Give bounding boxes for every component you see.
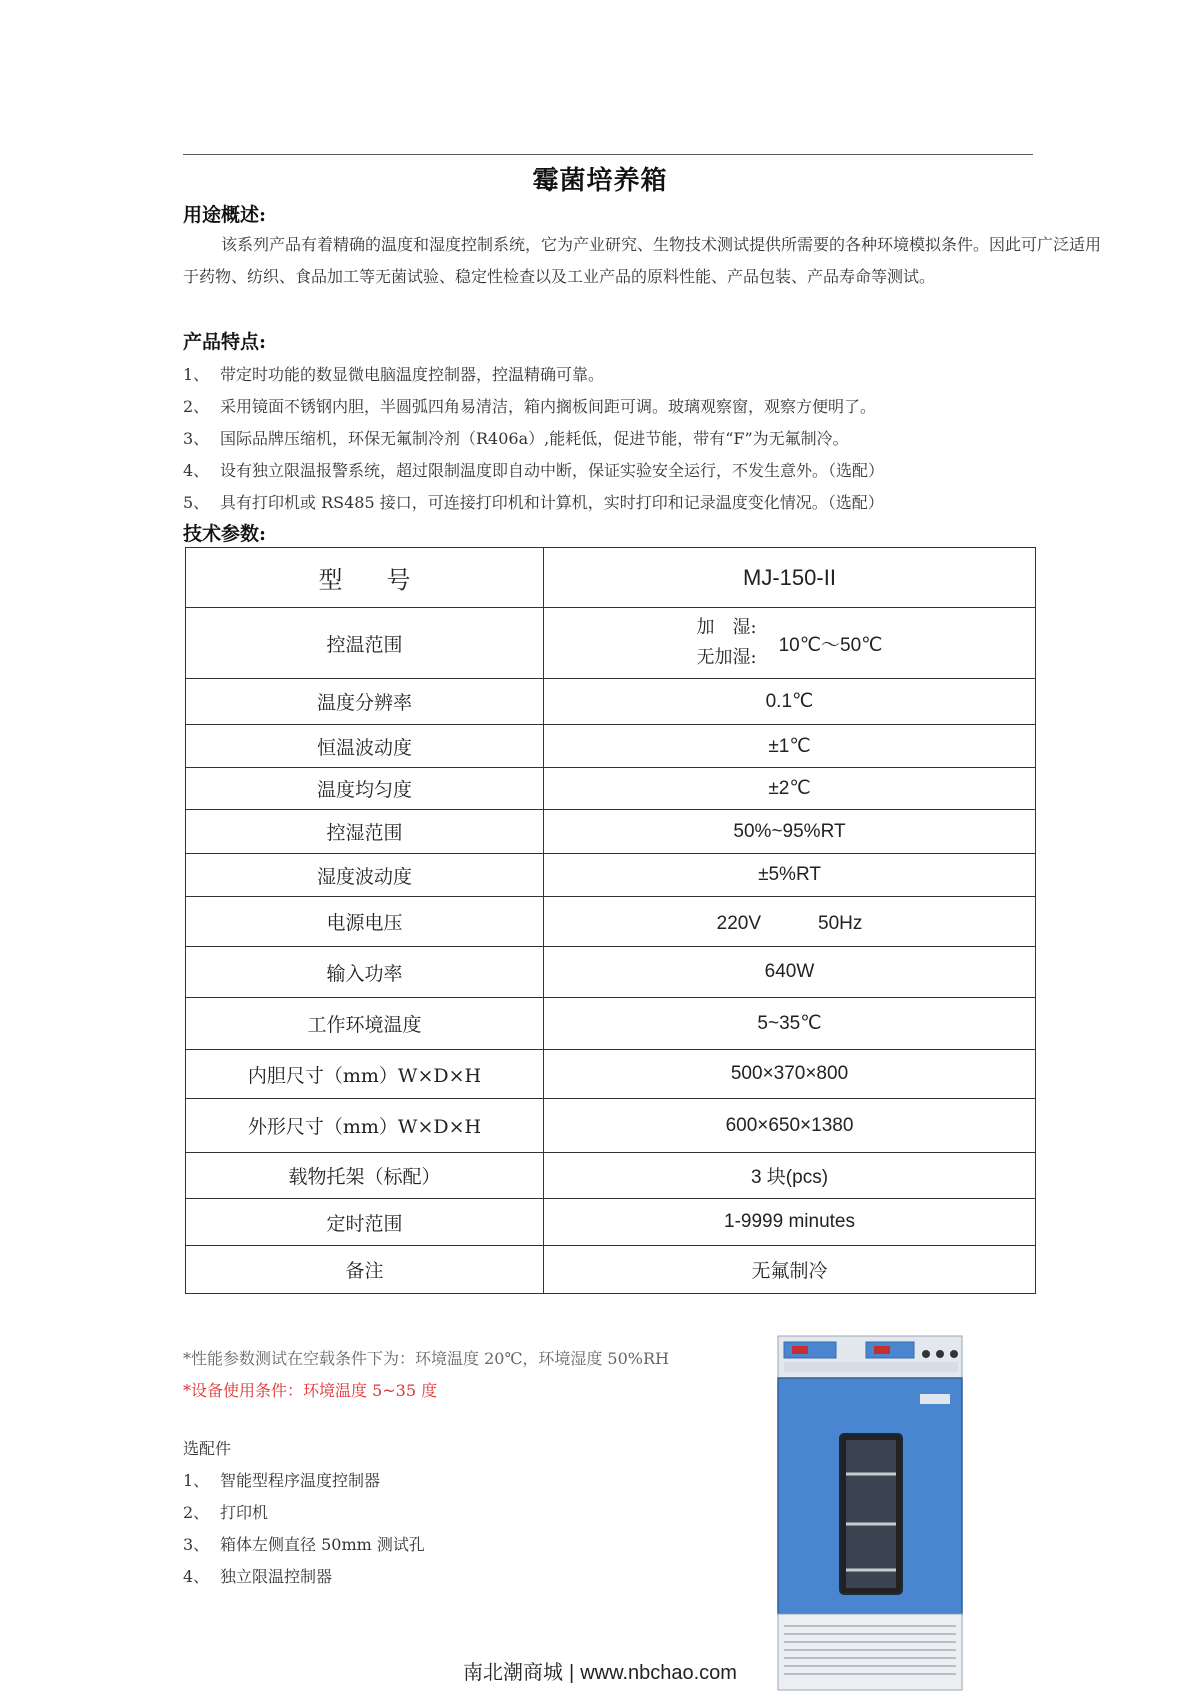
spec-value: 220V 50Hz <box>544 897 1036 947</box>
spec-label: 恒温波动度 <box>186 725 544 768</box>
spec-table <box>185 547 1036 1294</box>
spec-value: 50%~95%RT <box>544 810 1036 854</box>
features-heading: 产品特点: <box>183 331 267 353</box>
spec-value: 3 块(pcs) <box>544 1153 1036 1199</box>
spec-value: 1-9999 minutes <box>544 1199 1036 1246</box>
test-condition-note: *性能参数测试在空载条件下为：环境温度 20℃，环境湿度 50%RH <box>183 1349 669 1368</box>
spec-value: ±5%RT <box>544 854 1036 897</box>
spec-label: 输入功率 <box>186 947 544 998</box>
table-row <box>186 548 1036 608</box>
spec-label: 外形尺寸（mm）W×D×H <box>186 1099 544 1153</box>
model-label: 型 号 <box>186 548 544 608</box>
spec-label: 控湿范围 <box>186 810 544 854</box>
table-row <box>186 768 1036 810</box>
feature-item: 5、 具有打印机或 RS485 接口，可连接打印机和计算机，实时打印和记录温度变化情况。（选配） <box>183 493 884 512</box>
spec-label: 温度均匀度 <box>186 768 544 810</box>
footer-url: www.nbchao.com <box>580 1662 737 1684</box>
feature-item: 4、 设有独立限温报警系统，超过限制温度即自动中断，保证实验安全运行，不发生意外。（选配） <box>183 461 885 480</box>
feature-item: 3、 国际品牌压缩机，环保无氟制冷剂（R406a）,能耗低，促进节能，带有“F”为无氟制冷。 <box>183 429 849 448</box>
door-badge <box>920 1394 950 1404</box>
range-value: 10℃～50℃ <box>778 634 883 656</box>
model-value: MJ-150-II <box>544 548 1036 608</box>
spec-label: 工作环境温度 <box>186 998 544 1050</box>
table-row <box>186 998 1036 1050</box>
feature-item: 1、 带定时功能的数显微电脑温度控制器，控温精确可靠。 <box>183 365 605 384</box>
led-readout-left <box>792 1346 808 1354</box>
led-readout-right <box>874 1346 890 1354</box>
switch-knob <box>922 1350 930 1358</box>
accessory-item: 2、 打印机 <box>183 1503 269 1522</box>
spec-value: 600×650×1380 <box>544 1099 1036 1153</box>
switch-knob <box>936 1350 944 1358</box>
specs-heading: 技术参数: <box>183 523 267 545</box>
spec-value: ±1℃ <box>544 725 1036 768</box>
spec-value: ±2℃ <box>544 768 1036 810</box>
spec-value: 640W <box>544 947 1036 998</box>
usage-paragraph <box>183 229 1103 293</box>
accessory-item: 1、 智能型程序温度控制器 <box>183 1471 381 1490</box>
usage-condition-note: *设备使用条件：环境温度 5~35 度 <box>183 1381 438 1400</box>
table-row <box>186 1099 1036 1153</box>
accessory-item: 3、 箱体左侧直径 50mm 测试孔 <box>183 1535 425 1554</box>
page-title: 霉菌培养箱 <box>532 166 668 196</box>
display-left <box>784 1342 836 1358</box>
table-row <box>186 1199 1036 1246</box>
table-row <box>186 1153 1036 1199</box>
spec-label: 内胆尺寸（mm）W×D×H <box>186 1050 544 1099</box>
usage-heading: 用途概述: <box>183 204 267 226</box>
accessories-heading: 选配件 <box>183 1439 232 1458</box>
header-rule <box>183 154 1033 155</box>
table-row <box>186 854 1036 897</box>
table-row <box>186 810 1036 854</box>
range-label: 控温范围 <box>186 608 544 679</box>
spec-value: 0.1℃ <box>544 679 1036 725</box>
incubator-product-image <box>770 1334 970 1694</box>
table-row <box>186 608 1036 679</box>
table-row <box>186 947 1036 998</box>
table-row <box>186 679 1036 725</box>
table-row <box>186 897 1036 947</box>
footer-brand: 南北潮商城 | www.nbchao.com <box>463 1662 737 1684</box>
table-row <box>186 1246 1036 1294</box>
spec-label: 载物托架（标配） <box>186 1153 544 1199</box>
spec-label: 温度分辨率 <box>186 679 544 725</box>
window-interior <box>846 1440 896 1588</box>
range-cell <box>544 608 1036 679</box>
spec-label: 电源电压 <box>186 897 544 947</box>
spec-label: 备注 <box>186 1246 544 1294</box>
spec-label: 定时范围 <box>186 1199 544 1246</box>
range-sub1: 加 湿: <box>696 617 757 638</box>
range-sub2: 无加湿: <box>696 647 757 668</box>
panel-strip <box>784 1362 958 1372</box>
spec-value: 5~35℃ <box>544 998 1036 1050</box>
usage-text: 该系列产品有着精确的温度和湿度控制系统，它为产业研究、生物技术测试提供所需要的各种环境模拟条件。因此可广泛适用于药物、纺织、食品加工等无菌试验、稳定性检查以及工业产品的原料性能、产品包装、产品寿命等测试。 <box>183 235 1102 286</box>
switch-knob <box>950 1350 958 1358</box>
spec-value: 无氟制冷 <box>544 1246 1036 1294</box>
table-row <box>186 725 1036 768</box>
footer-site-name: 南北潮商城 <box>463 1662 564 1684</box>
feature-item: 2、 采用镜面不锈钢内胆，半圆弧四角易清洁，箱内搁板间距可调。玻璃观察窗，观察方便明了。 <box>183 397 877 416</box>
spec-label: 湿度波动度 <box>186 854 544 897</box>
spec-value: 500×370×800 <box>544 1050 1036 1099</box>
accessory-item: 4、 独立限温控制器 <box>183 1567 333 1586</box>
table-row <box>186 1050 1036 1099</box>
